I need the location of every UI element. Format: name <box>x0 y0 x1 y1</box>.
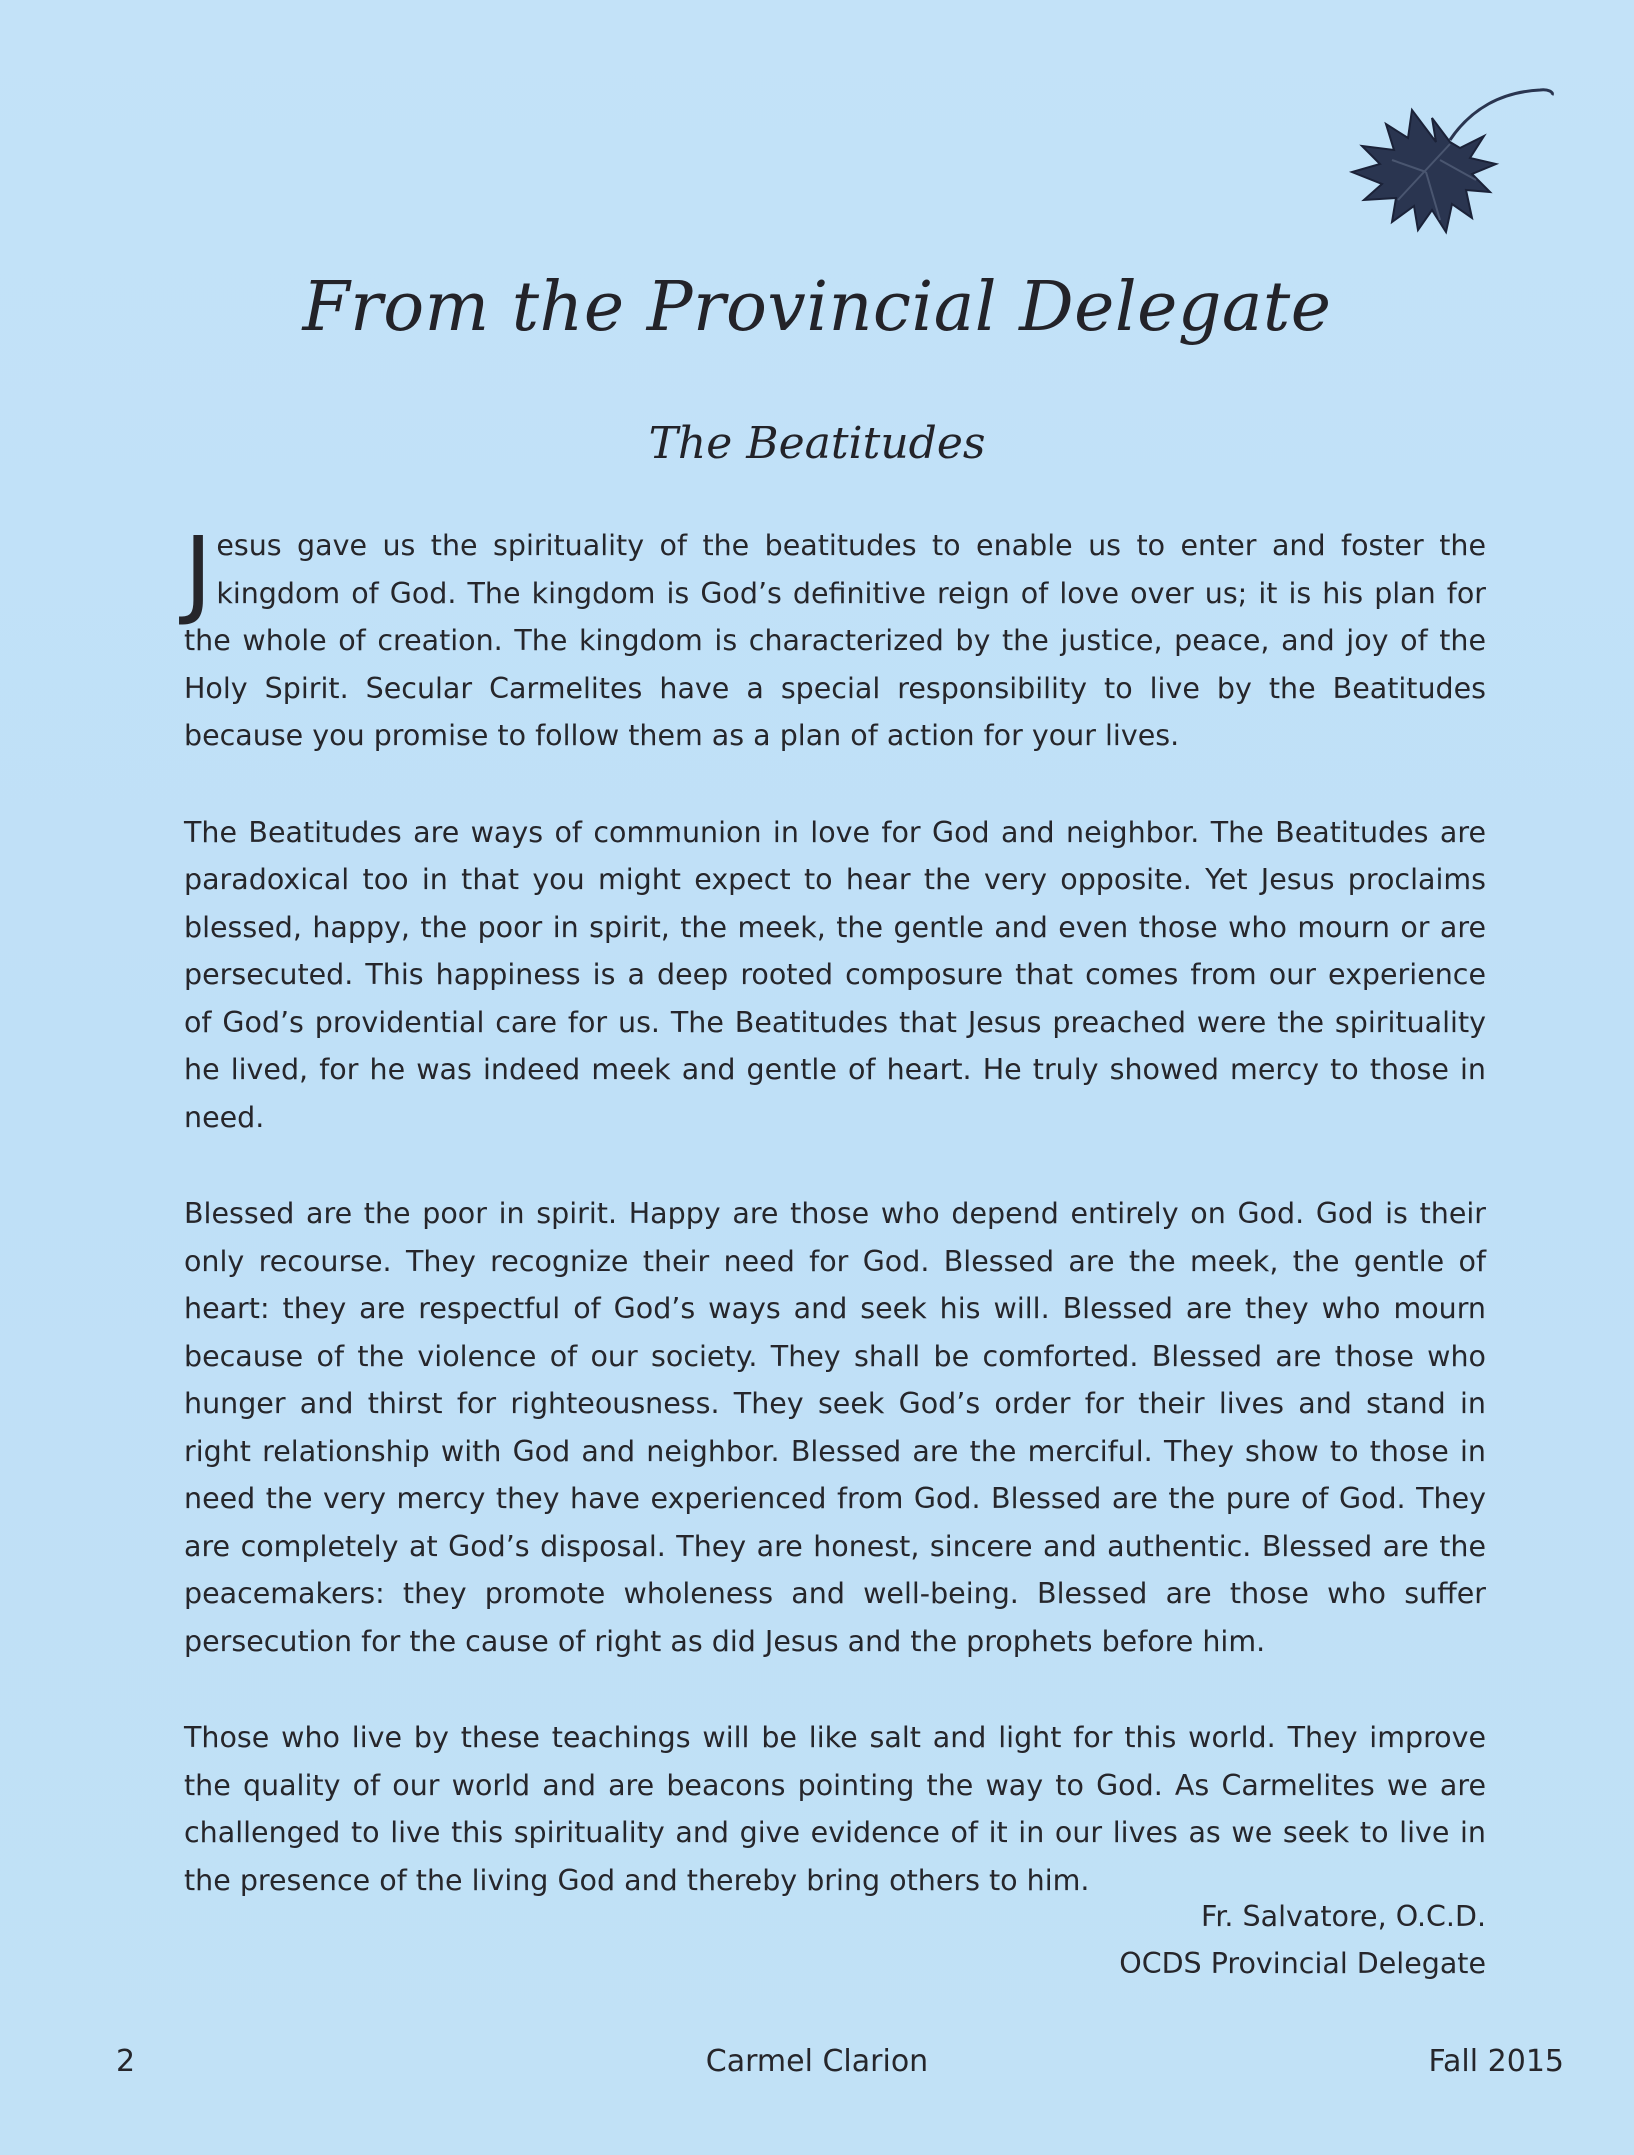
drop-cap: J <box>184 516 213 628</box>
paragraph-3: Blessed are the poor in spirit. Happy are those who depend entirely on God. God is their only recourse. They recognize their need for God. Blessed are the meek, the gentle of heart: they are respectful of God’s ways and seek his will. Blessed are they who mourn because of the violence of our society. They shall be comforted. Blessed are those who hunger and thirst for righteousness. They seek God’s order for their lives and stand in right relationship with God and neighbor. Blessed are the merciful. They show to those in need the very mercy they have experienced from God. Blessed are the pure of God. They are completely at God’s disposal. They are honest, sincere and authentic. Blessed are the peacemakers: they promote wholeness and well-being. Blessed are those who suffer persecution for the cause of right as did Jesus and the prophets before him. <box>184 1197 1486 1658</box>
signature-role: OCDS Provincial Delegate <box>1119 1947 1486 1980</box>
article-subtitle: The Beatitudes <box>648 418 986 469</box>
article-body <box>184 516 1486 1953</box>
paragraph-4: Those who live by these teachings will be like salt and light for this world. They improve the quality of our world and are beacons pointing the way to God. As Carmelites we are challenged to live this spirituality and give evidence of it in our lives as we seek to live in the presence of the living God and thereby bring others to him. <box>184 1721 1486 1897</box>
paragraph-2: The Beatitudes are ways of communion in love for God and neighbor. The Beatitudes are paradoxical too in that you might expect to hear the very opposite. Yet Jesus proclaims blessed, happy, the poor in spirit, the meek, the gentle and even those who mourn or are persecuted. This happiness is a deep rooted composure that comes from our experience of God’s providential care for us. The Beatitudes that Jesus preached were the spirituality he lived, for he was indeed meek and gentle of heart. He truly showed mercy to those in need. <box>184 815 1486 1134</box>
maple-leaf-icon <box>1300 80 1560 260</box>
paragraph-1 <box>184 516 1486 760</box>
signature-name: Fr. Salvatore, O.C.D. <box>1201 1900 1486 1933</box>
signature-block <box>1119 1893 1486 1987</box>
paragraph-1-text: esus gave us the spirituality of the beatitudes to enable us to enter and foster the kingdom of God. The kingdom is God’s definitive reign of love over us; it is his plan for the whole of creation. The kingdom is characterized by the justice, peace, and joy of the Holy Spirit. Secular Carmelites have a special responsibility to live by the Beatitudes because you promise to follow them as a plan of action for your lives. <box>184 529 1486 752</box>
footer-publication: Carmel Clarion <box>705 2044 929 2079</box>
page-title: From the Provincial Delegate <box>302 268 1332 347</box>
footer-page-number: 2 <box>116 2044 136 2079</box>
footer-issue: Fall 2015 <box>1428 2044 1564 2079</box>
